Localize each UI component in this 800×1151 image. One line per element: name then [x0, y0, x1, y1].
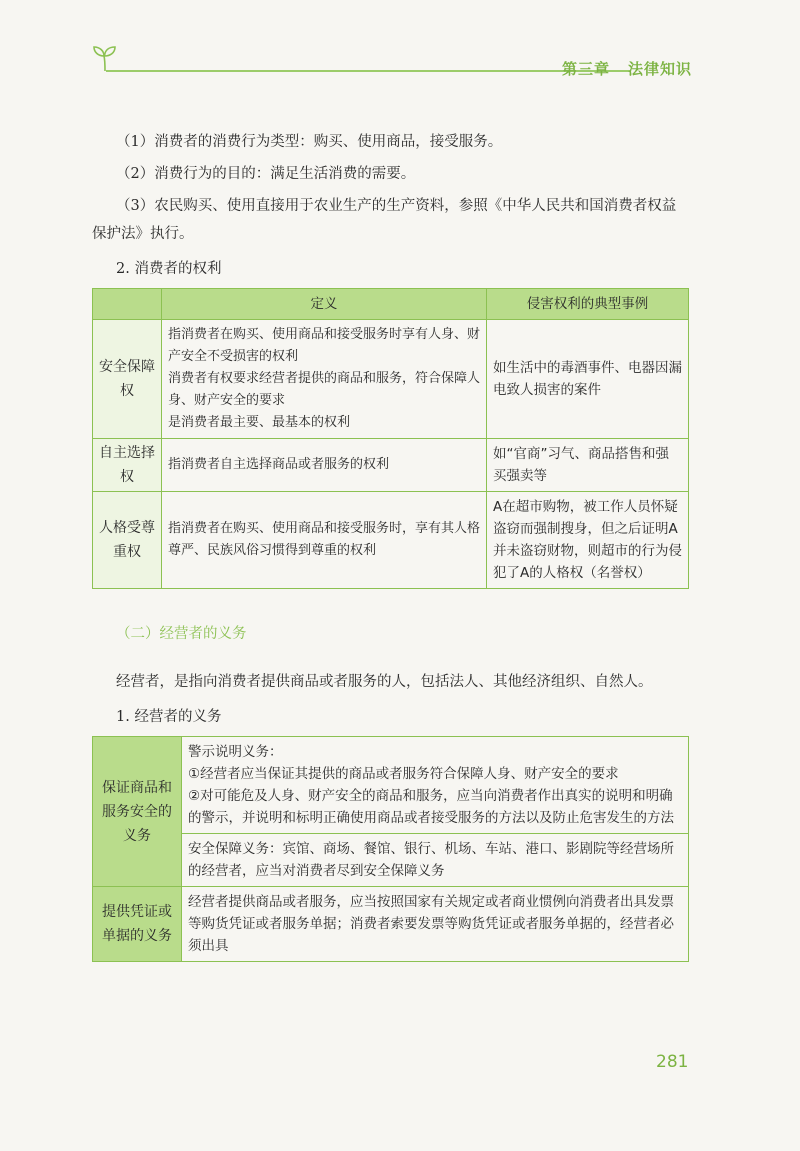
duty-cell: 经营者提供商品或者服务，应当按照国家有关规定或者商业惯例向消费者出具发票等购货凭证或者服务单据；消费者索要发票等购货凭证或者服务单据的，经营者必须出具	[182, 887, 689, 962]
section-heading: （二）经营者的义务	[116, 626, 247, 642]
definition-cell	[162, 439, 487, 492]
row-label: 安全保障权	[93, 320, 162, 439]
row-label: 保证商品和服务安全的义务	[93, 737, 182, 887]
duty-cell	[182, 737, 689, 834]
table-row	[93, 492, 689, 589]
table-header-cell: 侵害权利的典型事例	[487, 289, 689, 320]
definition-cell	[162, 320, 487, 439]
sprout-icon	[92, 44, 118, 72]
table-row	[93, 320, 689, 439]
definition-line: 是消费者最主要、最基本的权利	[168, 415, 351, 430]
row-label: 提供凭证或单据的义务	[93, 887, 182, 962]
page-header	[92, 44, 692, 84]
example-cell: A在超市购物，被工作人员怀疑盗窃而强制搜身，但之后证明A并未盗窃财物，则超市的行为侵犯了A的人格权（名誉权）	[487, 492, 689, 589]
duty-line: 警示说明义务：	[188, 744, 283, 760]
subheading-consumer-rights: 2. 消费者的权利	[116, 261, 222, 277]
operator-definition-paragraph: 经营者，是指向消费者提供商品或者服务的人，包括法人、其他经济组织、自然人。	[116, 674, 653, 690]
chapter-number: 第三章	[561, 60, 610, 78]
definition-cell	[162, 492, 487, 589]
row-label: 自主选择权	[93, 439, 162, 492]
page-number: 281	[656, 1052, 689, 1072]
duty-cell: 安全保障义务：宾馆、商场、餐馆、银行、机场、车站、港口、影剧院等经营场所的经营者，应当对消费者尽到安全保障义务	[182, 834, 689, 887]
row-label: 人格受尊重权	[93, 492, 162, 589]
consumer-rights-table	[92, 288, 689, 589]
table-header-row	[93, 289, 689, 320]
table-row	[93, 834, 689, 887]
definition-line: 消费者有权要求经营者提供的商品和服务，符合保障人身、财产安全的要求	[168, 371, 481, 408]
intro-paragraph-1: （1）消费者的消费行为类型：购买、使用商品，接受服务。	[116, 134, 503, 150]
definition-line: 指消费者在购买、使用商品和接受服务时享有人身、财产安全不受损害的权利	[168, 327, 481, 364]
duty-line: ②对可能危及人身、财产安全的商品和服务，应当向消费者作出真实的说明和明确的警示，并说明和标明正确使用商品或者接受服务的方法以及防止危害发生的方法	[188, 788, 674, 826]
operator-duties-table	[92, 736, 689, 962]
table-row	[93, 439, 689, 492]
chapter-label	[544, 58, 692, 79]
intro-paragraph-3: （3）农民购买、使用直接用于农业生产的生产资料，参照《中华人民共和国消费者权益保护法》执行。	[92, 198, 677, 242]
table-row	[93, 887, 689, 962]
definition-line: 指消费者自主选择商品或者服务的权利	[168, 457, 390, 472]
intro-paragraph-2: （2）消费行为的目的：满足生活消费的需要。	[116, 166, 416, 182]
table-header-cell	[93, 289, 162, 320]
example-cell: 如“官商”习气、商品搭售和强买强卖等	[487, 439, 689, 492]
table-header-cell: 定义	[162, 289, 487, 320]
definition-line: 指消费者在购买、使用商品和接受服务时，享有其人格尊严、民族风俗习惯得到尊重的权利	[168, 521, 481, 558]
chapter-title: 法律知识	[627, 60, 692, 78]
duty-line: ①经营者应当保证其提供的商品或者服务符合保障人身、财产安全的要求	[188, 766, 619, 782]
table-row	[93, 737, 689, 834]
subheading-operator-duties: 1. 经营者的义务	[116, 709, 222, 725]
example-cell: 如生活中的毒酒事件、电器因漏电致人损害的案件	[487, 320, 689, 439]
